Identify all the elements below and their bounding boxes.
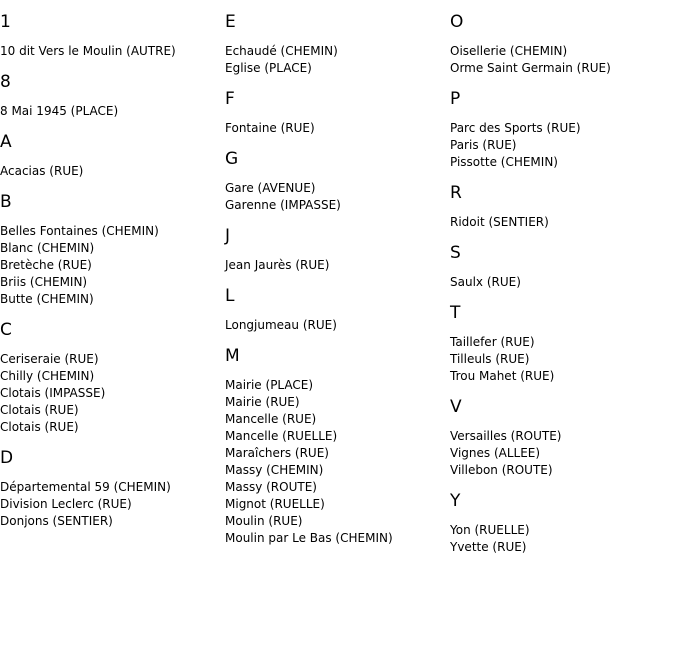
street-item[interactable]: Parc des Sports (RUE) xyxy=(450,121,581,135)
street-list xyxy=(0,351,224,436)
letter-group xyxy=(225,226,449,274)
street-item[interactable]: Trou Mahet (RUE) xyxy=(450,369,555,383)
street-item[interactable]: Echaudé (CHEMIN) xyxy=(225,44,338,58)
street-item[interactable]: Clotais (RUE) xyxy=(0,403,79,417)
letter-group xyxy=(225,286,449,334)
street-list xyxy=(0,103,224,120)
street-item[interactable]: Massy (ROUTE) xyxy=(225,480,317,494)
street-item[interactable]: Division Leclerc (RUE) xyxy=(0,497,132,511)
street-item[interactable]: Saulx (RUE) xyxy=(450,275,521,289)
street-item[interactable]: Longjumeau (RUE) xyxy=(225,318,337,332)
street-item[interactable]: Mancelle (RUELLE) xyxy=(225,429,338,443)
street-item[interactable]: Maraîchers (RUE) xyxy=(225,446,329,460)
street-item[interactable]: Clotais (IMPASSE) xyxy=(0,386,106,400)
index-column-2 xyxy=(225,0,449,558)
street-item[interactable]: Vignes (ALLEE) xyxy=(450,446,541,460)
letter-heading: S xyxy=(450,243,461,263)
street-list xyxy=(450,120,674,171)
letter-heading: L xyxy=(225,286,235,306)
street-item[interactable]: Oisellerie (CHEMIN) xyxy=(450,44,568,58)
street-list xyxy=(225,43,449,77)
street-item[interactable]: Blanc (CHEMIN) xyxy=(0,241,95,255)
letter-heading: F xyxy=(225,89,235,109)
letter-heading: O xyxy=(450,12,464,32)
letter-heading: B xyxy=(0,192,12,212)
street-item[interactable]: Acacias (RUE) xyxy=(0,164,84,178)
street-item[interactable]: Fontaine (RUE) xyxy=(225,121,315,135)
street-list xyxy=(450,214,674,231)
street-item[interactable]: Yon (RUELLE) xyxy=(450,523,530,537)
street-list xyxy=(225,120,449,137)
letter-group xyxy=(450,303,674,385)
street-list xyxy=(450,274,674,291)
letter-group xyxy=(0,132,224,180)
street-item[interactable]: Clotais (RUE) xyxy=(0,420,79,434)
street-item[interactable]: Mignot (RUELLE) xyxy=(225,497,325,511)
letter-heading: A xyxy=(0,132,12,152)
street-item[interactable]: Taillefer (RUE) xyxy=(450,335,535,349)
street-item[interactable]: 10 dit Vers le Moulin (AUTRE) xyxy=(0,44,176,58)
street-list xyxy=(225,317,449,334)
street-list xyxy=(450,522,674,556)
street-item[interactable]: Mairie (PLACE) xyxy=(225,378,314,392)
street-item[interactable]: Bretèche (RUE) xyxy=(0,258,92,272)
street-list xyxy=(450,428,674,479)
street-item[interactable]: Orme Saint Germain (RUE) xyxy=(450,61,611,75)
street-item[interactable]: Butte (CHEMIN) xyxy=(0,292,94,306)
letter-group xyxy=(450,183,674,231)
street-item[interactable]: Ceriseraie (RUE) xyxy=(0,352,99,366)
street-list xyxy=(0,163,224,180)
street-item[interactable]: Gare (AVENUE) xyxy=(225,181,316,195)
street-item[interactable]: Yvette (RUE) xyxy=(450,540,527,554)
index-column-3 xyxy=(450,0,674,567)
street-item[interactable]: Tilleuls (RUE) xyxy=(450,352,530,366)
letter-group xyxy=(225,89,449,137)
letter-heading: T xyxy=(450,303,461,323)
letter-group xyxy=(0,72,224,120)
letter-group xyxy=(450,491,674,556)
street-list xyxy=(0,479,224,530)
letter-group xyxy=(0,12,224,60)
letter-group xyxy=(0,192,224,308)
street-item[interactable]: Paris (RUE) xyxy=(450,138,517,152)
letter-group xyxy=(225,149,449,214)
letter-group xyxy=(0,448,224,530)
letter-heading: D xyxy=(0,448,14,468)
street-item[interactable]: Mancelle (RUE) xyxy=(225,412,317,426)
street-item[interactable]: Belles Fontaines (CHEMIN) xyxy=(0,224,159,238)
letter-heading: V xyxy=(450,397,462,417)
letter-heading: M xyxy=(225,346,240,366)
letter-heading: R xyxy=(450,183,462,203)
letter-heading: E xyxy=(225,12,236,32)
letter-group xyxy=(450,89,674,171)
street-item[interactable]: Pissotte (CHEMIN) xyxy=(450,155,558,169)
letter-heading: C xyxy=(0,320,12,340)
street-item[interactable]: Versailles (ROUTE) xyxy=(450,429,562,443)
letter-group xyxy=(225,346,449,547)
letter-group xyxy=(0,320,224,436)
street-list xyxy=(450,334,674,385)
street-item[interactable]: Eglise (PLACE) xyxy=(225,61,312,75)
street-item[interactable]: Moulin (RUE) xyxy=(225,514,303,528)
street-item[interactable]: Chilly (CHEMIN) xyxy=(0,369,95,383)
street-list xyxy=(225,257,449,274)
letter-heading: 8 xyxy=(0,72,11,92)
letter-group xyxy=(450,397,674,479)
index-column-1 xyxy=(0,0,224,541)
street-item[interactable]: Moulin par Le Bas (CHEMIN) xyxy=(225,531,393,545)
street-item[interactable]: Ridoit (SENTIER) xyxy=(450,215,549,229)
letter-heading: 1 xyxy=(0,12,11,32)
street-list xyxy=(0,43,224,60)
letter-heading: J xyxy=(225,226,231,246)
street-list xyxy=(0,223,224,308)
letter-heading: Y xyxy=(450,491,461,511)
street-list xyxy=(225,377,449,547)
letter-group xyxy=(450,12,674,77)
letter-group xyxy=(225,12,449,77)
letter-heading: P xyxy=(450,89,461,109)
street-item[interactable]: Garenne (IMPASSE) xyxy=(225,198,341,212)
street-item[interactable]: Donjons (SENTIER) xyxy=(0,514,113,528)
street-item[interactable]: Briis (CHEMIN) xyxy=(0,275,88,289)
street-item[interactable]: Jean Jaurès (RUE) xyxy=(225,258,330,272)
street-item[interactable]: Mairie (RUE) xyxy=(225,395,300,409)
street-item[interactable]: Départemental 59 (CHEMIN) xyxy=(0,480,171,494)
street-item[interactable]: Massy (CHEMIN) xyxy=(225,463,324,477)
street-list xyxy=(225,180,449,214)
street-list xyxy=(450,43,674,77)
letter-heading: G xyxy=(225,149,239,169)
street-item[interactable]: Villebon (ROUTE) xyxy=(450,463,553,477)
street-item[interactable]: 8 Mai 1945 (PLACE) xyxy=(0,104,119,118)
letter-group xyxy=(450,243,674,291)
